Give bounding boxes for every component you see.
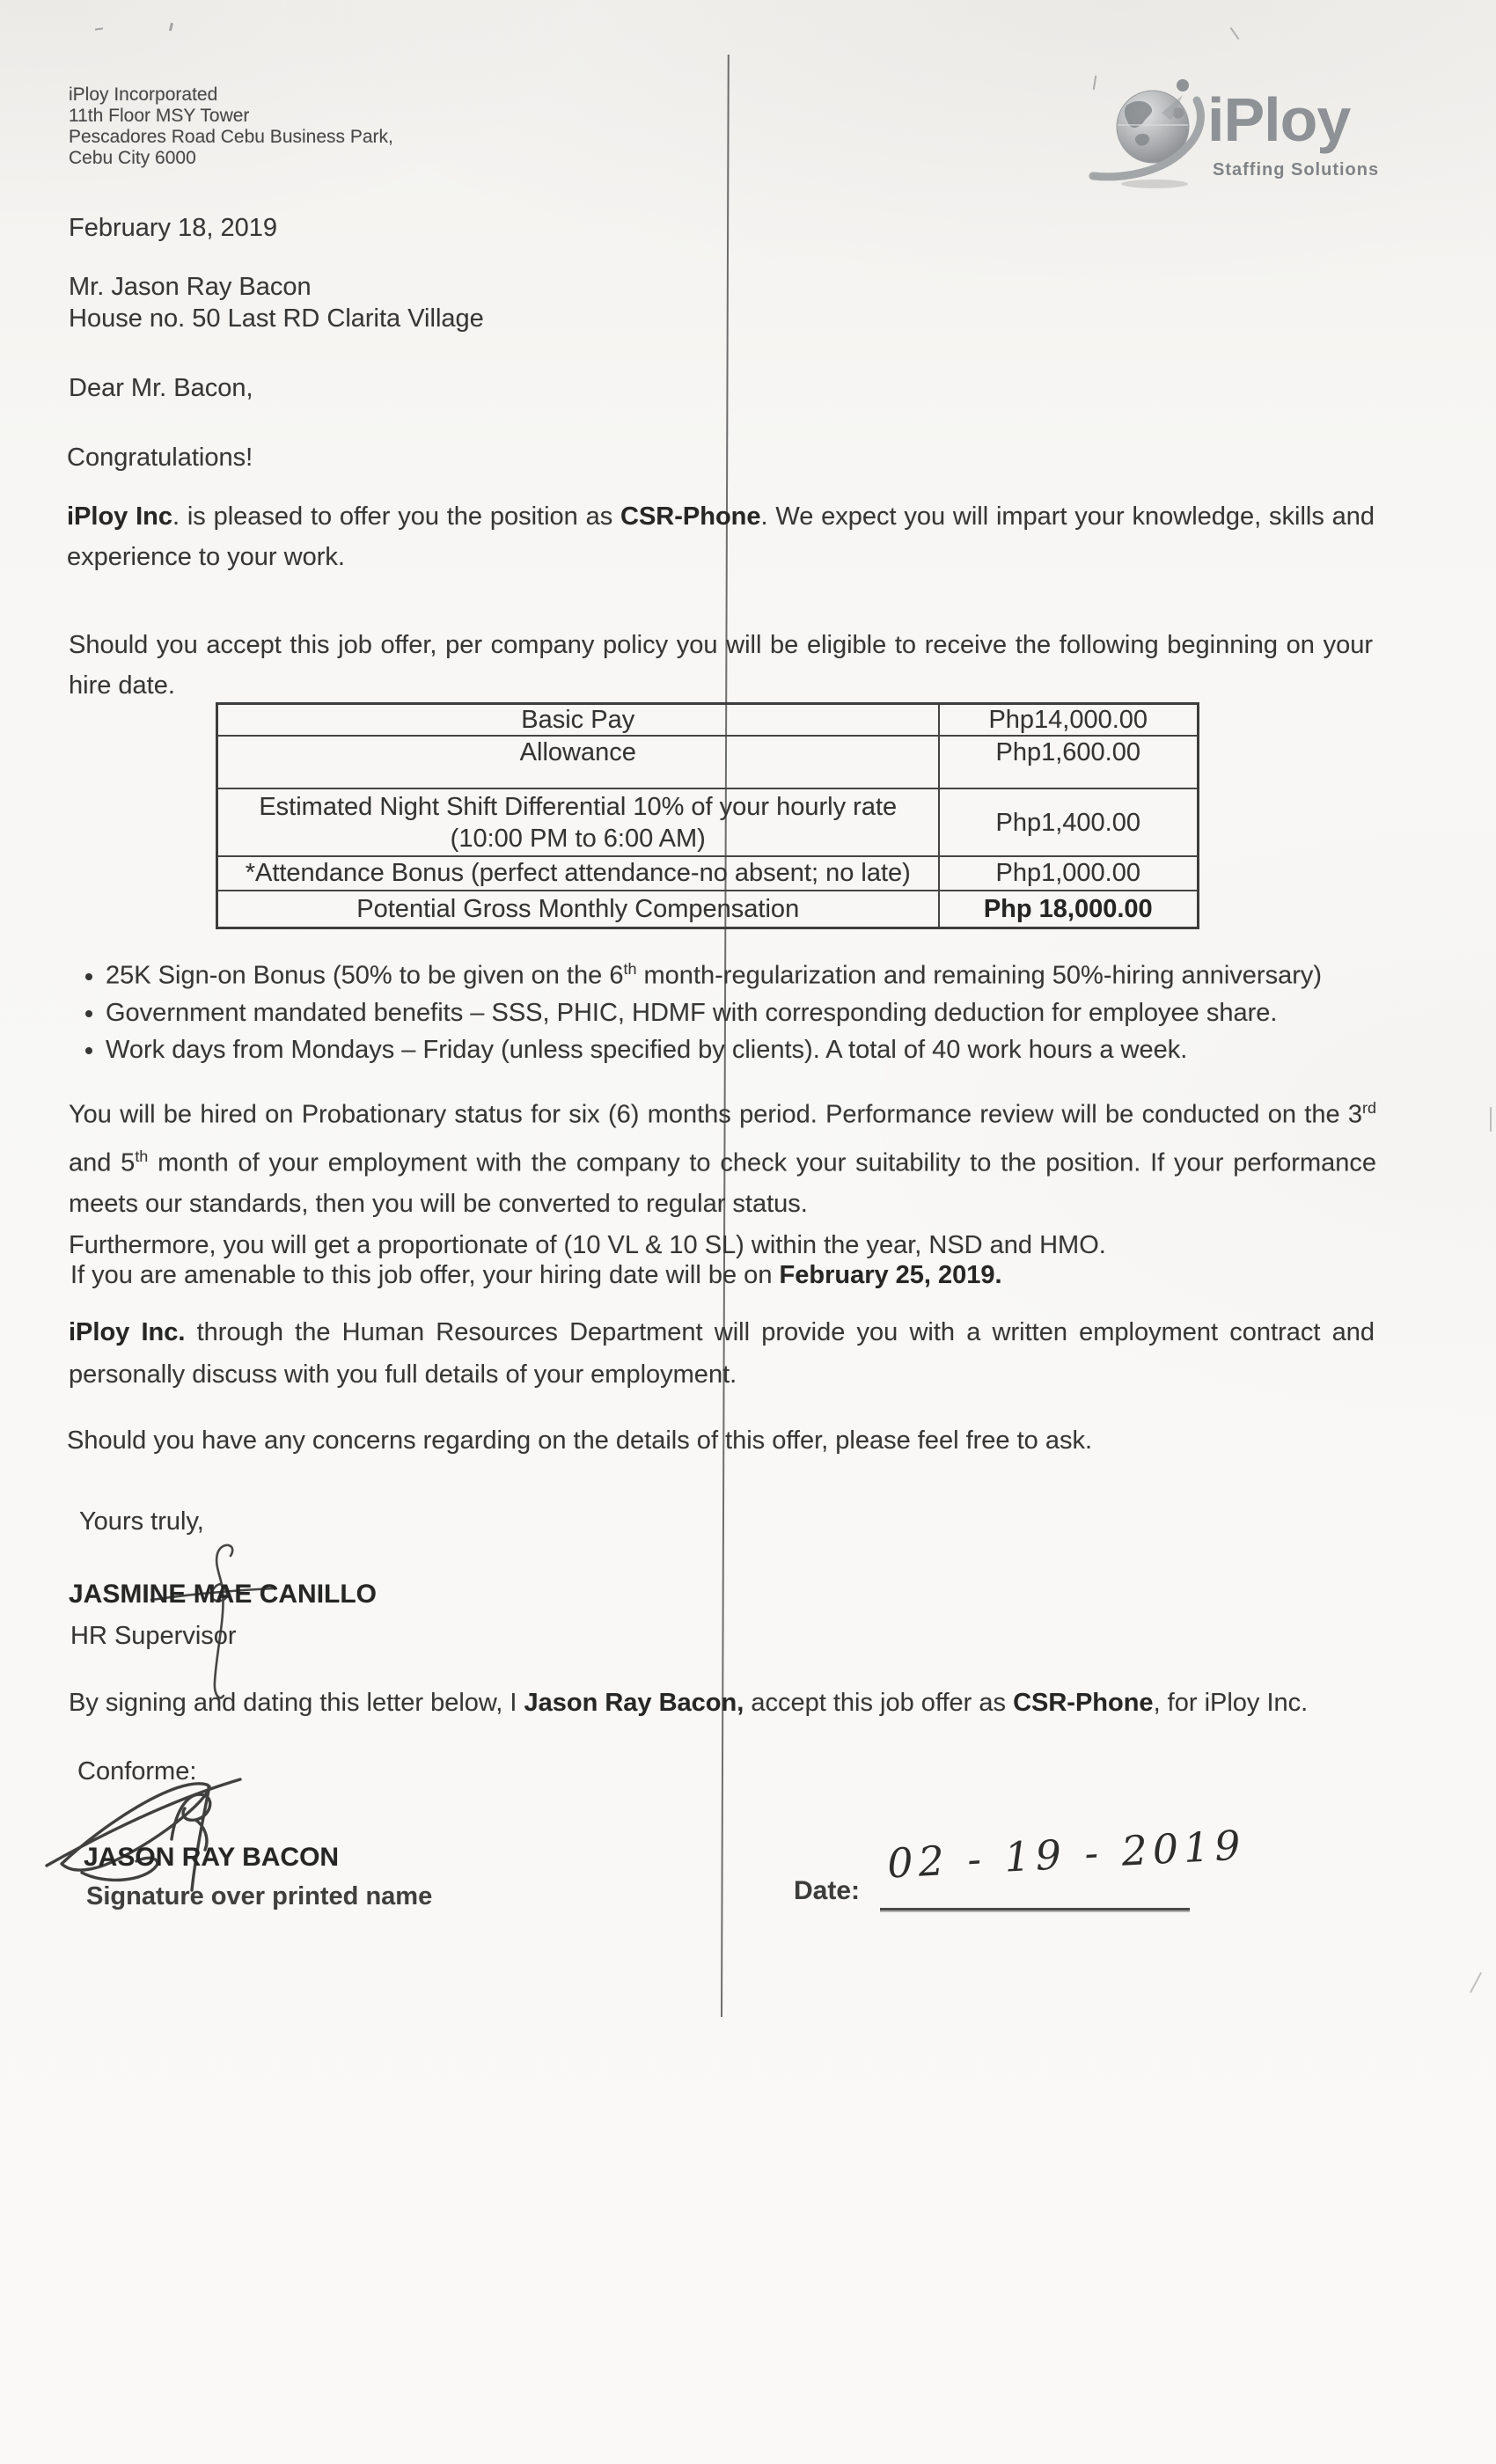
company-name-bold: iPloy Inc xyxy=(67,502,172,531)
comp-value-cell: Php14,000.00 xyxy=(939,704,1199,737)
acceptance-line xyxy=(69,1683,1308,1723)
comp-item-cell: *Attendance Bonus (perfect attendance-no absent; no late) xyxy=(217,856,939,891)
comp-item-line2: (10:00 PM to 6:00 AM) xyxy=(450,824,706,853)
letter-date: February 18, 2019 xyxy=(69,214,277,242)
acceptance-text: , for iPloy Inc. xyxy=(1153,1689,1309,1717)
comp-value-cell: Php1,000.00 xyxy=(939,856,1199,891)
compensation-table xyxy=(216,702,1199,929)
letterhead-address xyxy=(69,84,393,169)
congratulations-line: Congratulations! xyxy=(67,444,253,472)
scan-artifact xyxy=(1490,1107,1492,1132)
hiring-date-line xyxy=(70,1255,1002,1295)
scan-artifact xyxy=(95,27,103,30)
valediction: Yours truly, xyxy=(79,1507,204,1536)
logo-brand-text: iPloy xyxy=(1207,85,1351,154)
bullet-item: • Work days from Mondays – Friday (unless specified by clients). A total of 40 work hours a week. xyxy=(106,1031,1368,1068)
comp-item-line1: Estimated Night Shift Differential 10% of your hourly rate xyxy=(259,792,898,821)
comp-value-cell: Php1,400.00 xyxy=(939,788,1199,856)
letterhead-line: Cebu City 6000 xyxy=(69,148,196,168)
acceptance-text: accept this job offer as xyxy=(744,1689,1014,1717)
ordinal-superscript: th xyxy=(623,960,637,978)
hr-signer-name: JASMINE MAE CANILLO xyxy=(69,1580,378,1609)
scan-artifact xyxy=(169,23,173,31)
comp-item-cell: Basic Pay xyxy=(217,704,939,737)
comp-item-cell: Potential Gross Monthly Compensation xyxy=(217,891,939,928)
hiring-date-bold: February 25, 2019. xyxy=(779,1261,1002,1289)
policy-paragraph: Should you accept this job offer, per company policy you will be eligible to receive the following beginning on your hire date. xyxy=(69,631,1373,700)
comp-item-cell xyxy=(217,788,939,856)
offer-text: . is pleased to offer you the position as xyxy=(172,502,621,531)
scan-artifact xyxy=(1470,1972,1482,1993)
table-row xyxy=(217,891,1199,928)
date-underline xyxy=(880,1908,1190,1910)
probation-text: You will be hired on Probationary status for six (6) months period. Performance review will be conducted on the 3 xyxy=(69,1100,1363,1129)
recipient-address: House no. 50 Last RD Clarita Village xyxy=(69,304,484,333)
hiring-date-text: If you are amenable to this job offer, your hiring date will be on xyxy=(70,1261,780,1289)
bullet-item: • Government mandated benefits – SSS, PHIC, HDMF with corresponding deduction for employee share. xyxy=(106,994,1368,1031)
leave-benefits-line: Furthermore, you will get a proportionate of (10 VL & 10 SL) within the year, NSD and HMO. xyxy=(69,1231,1106,1260)
position-bold: CSR-Phone xyxy=(620,502,761,531)
hr-signer-title: HR Supervisor xyxy=(70,1622,237,1650)
probation-text: month of your employment with the company to check your suitability to the position. If your performance meets our standards, then you will be converted to regular status. xyxy=(69,1148,1376,1219)
comp-value-cell: Php1,600.00 xyxy=(939,736,1199,788)
contract-text: through the Human Resources Department will provide you with a written employment contract and personally discuss with you full details of your employment. xyxy=(69,1318,1375,1389)
table-row xyxy=(217,736,1199,788)
letterhead-line: Pescadores Road Cebu Business Park, xyxy=(69,127,393,147)
comp-value-cell: Php 18,000.00 xyxy=(939,891,1199,928)
company-name-bold: iPloy Inc. xyxy=(69,1318,186,1346)
conforme-label: Conforme: xyxy=(77,1757,197,1786)
applicant-name-bold: Jason Ray Bacon, xyxy=(524,1689,744,1717)
company-logo xyxy=(1084,55,1410,191)
table-row xyxy=(217,704,1199,737)
offer-text: . We expect you will impart your knowledge, skills and experience to your work. xyxy=(67,502,1375,571)
salutation: Dear Mr. Bacon, xyxy=(69,374,253,402)
acceptance-text: By signing and dating this letter below, I xyxy=(69,1689,524,1717)
concerns-line: Should you have any concerns regarding on the details of this offer, please feel free to ask. xyxy=(67,1426,1093,1455)
offer-paragraph xyxy=(67,496,1375,577)
contract-paragraph xyxy=(69,1311,1375,1396)
position-bold: CSR-Phone xyxy=(1013,1689,1154,1717)
table-row xyxy=(217,788,1199,856)
benefits-bullet-list xyxy=(74,950,1368,1068)
ordinal-superscript: rd xyxy=(1362,1099,1376,1117)
signature-caption: Signature over printed name xyxy=(86,1882,433,1910)
table-row xyxy=(217,856,1199,891)
letterhead-line: iPloy Incorporated xyxy=(69,84,218,105)
logo-tagline-text: Staffing Solutions xyxy=(1213,160,1380,180)
date-label: Date: xyxy=(794,1876,861,1905)
comp-item-cell: Allowance xyxy=(217,736,939,788)
bullet-text: 25K Sign-on Bonus (50% to be given on the 6 xyxy=(106,961,624,990)
handwritten-date: 02 - 19 - 2019 xyxy=(885,1821,1247,1888)
scan-artifact xyxy=(1230,27,1240,40)
applicant-printed-name: JASON RAY BACON xyxy=(84,1843,340,1872)
recipient-block xyxy=(69,271,484,334)
recipient-name: Mr. Jason Ray Bacon xyxy=(69,273,312,301)
bullet-text: month-regularization and remaining 50%-hiring anniversary) xyxy=(636,961,1323,990)
letterhead-line: 11th Floor MSY Tower xyxy=(69,106,250,126)
bullet-item xyxy=(106,950,1368,994)
ordinal-superscript: th xyxy=(135,1147,149,1165)
probation-text: and 5 xyxy=(69,1148,136,1177)
probation-paragraph xyxy=(69,1088,1376,1266)
